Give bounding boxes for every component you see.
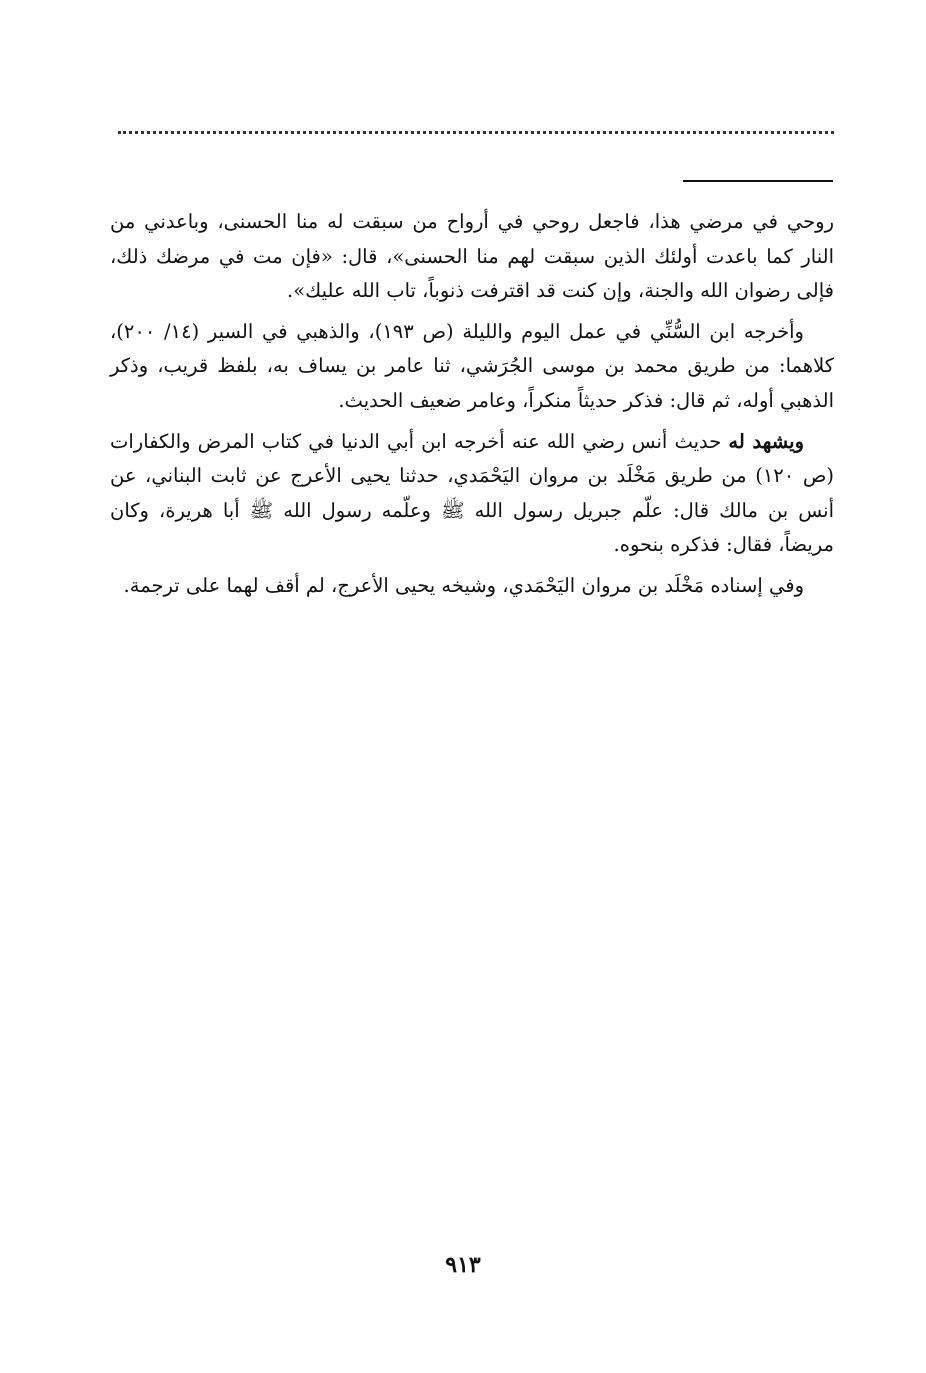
footnote-rule [683, 180, 833, 182]
paragraph-1-text: روحي في مرضي هذا، فاجعل روحي في أرواح من سبقت له منا الحسنى، وباعدني من النار كما باعدت أولئك الذين سبقت لهم منا الحسنى»، قال: «فإن مت في مرضك ذلك، فإلى رضوان الله والجنة، وإن كنت قد اقترفت ذنوباً، تاب الله عليك». [110, 210, 834, 303]
paragraph-3-lead: ويشهد له [728, 429, 804, 453]
page-number: ٩١٣ [445, 1252, 481, 1278]
paragraph-2 [110, 315, 834, 419]
separator-dotted-rule [118, 131, 834, 134]
paragraph-3-text: حديث أنس رضي الله عنه أخرجه ابن أبي الدنيا في كتاب المرض والكفارات (ص ١٢٠) من طريق مَخْلَد بن مروان اليَحْمَدي، حدثنا يحيى الأعرج عن ثابت البناني، عن أنس بن مالك قال: علّم جبريل رسول الله ﷺ وعلّمه رسول الله ﷺ أبا هريرة، وكان مريضاً، فقال: فذكره بنحوه. [110, 429, 834, 557]
paragraph-1 [110, 205, 834, 309]
paragraph-4-text: وفي إسناده مَخْلَد بن مروان اليَحْمَدي، وشيخه يحيى الأعرج، لم أقف لهما على ترجمة. [123, 573, 804, 597]
footnote-body [110, 205, 834, 610]
paragraph-4 [110, 569, 834, 604]
paragraph-3 [110, 425, 834, 563]
paragraph-2-text: وأخرجه ابن السُّنِّي في عمل اليوم والليلة (ص ١٩٣)، والذهبي في السير (١٤/ ٢٠٠)، كلاهما: من طريق محمد بن موسى الجُرَشي، ثنا عامر بن يساف به، بلفظ قريب، وذكر الذهبي أوله، ثم قال: فذكر حديثاً منكراً، وعامر ضعيف الحديث. [110, 319, 834, 412]
